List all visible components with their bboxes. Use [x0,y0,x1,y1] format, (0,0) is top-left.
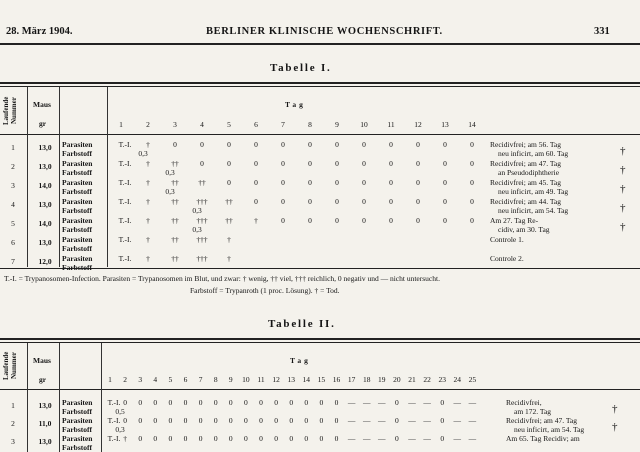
row-number: 4 [11,200,15,209]
parasite-value: ††† [196,235,208,244]
mouse-weight: 13,0 [38,238,52,247]
parasite-value: 0 [138,416,143,425]
row-note: am 172. Tag [514,407,552,416]
row-note: Recidivfrei; am 47. Tag [490,159,561,168]
parasite-value: T.-I. [118,216,132,225]
row-number: 3 [11,181,15,190]
row-note: an Pseudodiphtherie [498,168,560,177]
parasite-value: 0 [153,416,158,425]
day-header: 4 [153,375,158,384]
parasite-value: 0 [308,178,312,187]
table2-header-gr: gr [39,375,47,384]
parasite-value: 0 [389,197,393,206]
parasite-value: 0 [274,398,278,407]
day-header: 2 [146,120,150,129]
parasite-value: 0 [200,140,204,149]
label-farbstoff: Farbstoff [62,149,92,158]
day-header: 7 [281,120,285,129]
day-header: 24 [453,375,462,384]
parasite-value: 0 [304,398,309,407]
day-header: 22 [423,375,431,384]
parasite-value: 0 [416,178,420,187]
parasite-value: 0 [281,197,285,206]
label-parasiten: Parasiten [62,235,93,244]
parasite-value: 0 [319,416,324,425]
parasite-value: 0 [470,197,474,206]
label-farbstoff: Farbstoff [62,244,92,253]
table2-header-maus: Maus [33,356,51,365]
parasite-value: 0 [443,178,447,187]
parasite-value: 0 [138,398,143,407]
parasite-value: 0 [362,197,366,206]
row-number: 7 [11,257,15,266]
parasite-value: † [123,434,127,443]
parasite-value: 0 [362,159,366,168]
parasite-value: 0 [389,216,393,225]
row-note: Recidivfrei; am 45. Tag [490,178,561,187]
day-header: 14 [302,375,311,384]
label-farbstoff: Farbstoff [62,425,92,434]
parasite-value: 0 [395,398,399,407]
table2-top-rule-thin [0,342,640,343]
parasite-value: 0 [244,398,248,407]
parasite-value: † [146,254,150,263]
day-header: 25 [468,375,477,384]
parasite-value: T.-I. [107,434,121,443]
parasite-value: 0 [153,434,158,443]
parasite-value: T.-I. [118,254,132,263]
mouse-weight: 13,0 [38,143,52,152]
table1-header-maus: Maus [33,100,51,109]
parasite-value: T.-I. [107,398,121,407]
parasite-value: T.-I. [118,178,132,187]
day-header: 3 [173,120,177,129]
parasite-value: † [146,235,150,244]
label-parasiten: Parasiten [62,216,93,225]
parasite-value: 0 [416,140,420,149]
parasite-value: †† [171,159,179,168]
parasite-value: — [362,434,371,443]
parasite-value: 0 [198,434,203,443]
parasite-value: †† [225,216,233,225]
day-header: 11 [257,375,265,384]
label-parasiten: Parasiten [62,434,93,443]
row-note: neu inficirt, am 49. Tag [498,187,569,196]
row-number: 1 [11,401,15,410]
row-note: Controle 1. [490,235,524,244]
parasite-value: 0 [335,178,339,187]
death-cross: † [612,403,618,415]
label-parasiten: Parasiten [62,178,93,187]
parasite-value: 0 [281,178,285,187]
table1-col-line [59,87,60,267]
parasite-value: 0 [254,197,258,206]
parasite-value: 0 [228,416,233,425]
parasite-value: † [146,159,150,168]
table1-col-line [27,87,28,267]
day-header: 14 [468,120,476,129]
parasite-value: — [378,434,386,443]
table1-top-rule-thin [0,86,640,87]
row-note: Recidivfrei; am 56. Tag [490,140,561,149]
table1-col-line [107,87,108,267]
label-farbstoff: Farbstoff [62,187,92,196]
parasite-value: †† [171,197,179,206]
row-number: 3 [11,437,15,446]
parasite-value: 0 [389,140,393,149]
parasite-value: † [146,178,150,187]
parasite-value: 0 [334,416,339,425]
parasite-value: 0 [198,398,203,407]
parasite-value: 0 [416,216,420,225]
parasite-value: † [146,197,150,206]
day-header: 12 [414,120,422,129]
death-cross: † [620,183,626,195]
table2-header-rule [0,389,640,390]
parasite-value: 0 [470,216,474,225]
parasite-value: 0 [244,416,248,425]
parasite-value: 0 [254,159,258,168]
parasite-value: 0 [334,434,339,443]
parasite-value: 0 [304,416,309,425]
mouse-weight: 14,0 [38,181,52,190]
label-farbstoff: Farbstoff [62,443,92,452]
parasite-value: 0 [274,416,278,425]
parasite-value: 0 [335,216,339,225]
parasite-value: 0 [281,140,285,149]
parasite-value: † [227,254,231,263]
parasite-value: — [408,398,416,407]
row-number: 1 [11,143,15,152]
parasite-value: 0 [259,434,263,443]
day-header: 10 [360,120,368,129]
parasite-value: — [423,434,431,443]
row-number: 6 [11,238,15,247]
parasite-value: † [227,235,231,244]
parasite-value: — [423,398,431,407]
mouse-weight: 13,0 [38,401,52,410]
parasite-value: 0 [440,434,445,443]
day-header: 18 [362,375,371,384]
table1-header-gr: gr [39,119,47,128]
parasite-value: ††† [196,197,208,206]
label-parasiten: Parasiten [62,254,93,263]
parasite-value: 0 [319,398,324,407]
parasite-value: 0 [416,197,420,206]
dye-dose: 0,3 [192,206,202,215]
table2-header-nummer: Laufende Nummer [2,351,18,381]
day-header: 19 [378,375,386,384]
day-header: 7 [198,375,203,384]
parasite-value: † [254,216,258,225]
parasite-value: 0 [395,434,399,443]
row-note: neu inficirt, am 54. Tag [498,206,569,215]
parasite-value: 0 [443,216,447,225]
parasite-value: 0 [289,398,294,407]
parasite-value: †† [171,216,179,225]
parasite-value: 0 [335,140,339,149]
parasite-value: — [347,416,356,425]
row-note: neu inficirt, am 60. Tag [498,149,569,158]
parasite-value: 0 [227,159,231,168]
parasite-value: 0 [362,178,366,187]
parasite-value: 0 [254,178,258,187]
dye-dose: 0,3 [165,187,175,196]
table1-header-tag: Tag [285,100,306,109]
parasite-value: †† [198,178,206,187]
mouse-weight: 11,0 [38,419,52,428]
parasite-value: — [408,434,416,443]
label-parasiten: Parasiten [62,140,93,149]
parasite-value: — [347,434,356,443]
parasite-value: † [146,140,150,149]
parasite-value: — [468,416,477,425]
table2-top-rule [0,338,640,340]
parasite-value: — [468,398,477,407]
day-header: 1 [108,375,112,384]
parasite-value: 0 [259,398,263,407]
header-date: 28. März 1904. [6,26,73,37]
parasite-value: 0 [168,416,173,425]
day-header: 9 [228,375,233,384]
parasite-value: 0 [274,434,278,443]
row-number: 2 [11,419,15,428]
parasite-value: 0 [308,159,312,168]
parasite-value: 0 [470,178,474,187]
day-header: 5 [227,120,231,129]
label-farbstoff: Farbstoff [62,407,92,416]
parasite-value: †† [171,235,179,244]
parasite-value: — [378,398,386,407]
parasite-value: T.-I. [107,416,121,425]
row-note: Recidivfrei; am 44. Tag [490,197,561,206]
row-note: Am 27. Tag Re- [490,216,539,225]
mouse-weight: 14,0 [38,219,52,228]
row-number: 5 [11,219,15,228]
label-farbstoff: Farbstoff [62,263,92,272]
parasite-value: 0 [440,398,445,407]
parasite-value: 0 [304,434,309,443]
day-header: 13 [287,375,295,384]
parasite-value: 0 [443,159,447,168]
row-note: cidiv, am 30. Tag [498,225,550,234]
parasite-value: 0 [440,416,445,425]
day-header: 1 [119,120,123,129]
parasite-value: ††† [196,254,208,263]
parasite-value: 0 [183,434,188,443]
parasite-value: 0 [308,216,312,225]
table2-title: Tabelle II. [268,318,336,330]
parasite-value: T.-I. [118,235,132,244]
parasite-value: 0 [168,398,173,407]
dye-dose: 0,3 [165,168,175,177]
dye-dose: 0,3 [192,225,202,234]
day-header: 13 [441,120,449,129]
day-header: 10 [242,375,250,384]
parasite-value: — [453,434,462,443]
parasite-value: 0 [213,416,218,425]
day-header: 9 [335,120,339,129]
parasite-value: — [378,416,386,425]
table2-header-tag: Tag [290,356,311,365]
death-cross: † [612,421,618,433]
parasite-value: 0 [228,398,233,407]
day-header: 2 [123,375,127,384]
row-note: Am 65. Tag Recidiv; am [506,434,580,443]
parasite-value: 0 [227,140,231,149]
parasite-value: 0 [319,434,324,443]
table2-col-line [27,343,28,452]
parasite-value: †† [225,197,233,206]
parasite-value: 0 [123,398,127,407]
day-header: 8 [308,120,312,129]
day-header: 21 [408,375,416,384]
parasite-value: — [453,398,462,407]
table1-header-rule [0,134,640,135]
header-rule [0,43,640,45]
parasite-value: 0 [168,434,173,443]
parasite-value: 0 [227,178,231,187]
day-header: 23 [438,375,446,384]
label-parasiten: Parasiten [62,159,93,168]
parasite-value: 0 [213,398,218,407]
dye-dose: 0,3 [115,425,125,434]
parasite-value: — [362,416,371,425]
table1-top-rule [0,82,640,84]
day-header: 20 [393,375,401,384]
label-farbstoff: Farbstoff [62,168,92,177]
label-farbstoff: Farbstoff [62,206,92,215]
day-header: 3 [138,375,143,384]
death-cross: † [620,202,626,214]
day-header: 5 [168,375,173,384]
label-parasiten: Parasiten [62,416,93,425]
parasite-value: — [453,416,462,425]
parasite-value: 0 [335,197,339,206]
table1-title: Tabelle I. [270,62,332,74]
mouse-weight: 13,0 [38,437,52,446]
parasite-value: 0 [470,159,474,168]
mouse-weight: 12,0 [38,257,52,266]
table2-col-line [59,343,60,452]
parasite-value: 0 [470,140,474,149]
parasite-value: 0 [362,140,366,149]
day-header: 12 [272,375,280,384]
death-cross: † [620,145,626,157]
parasite-value: T.-I. [118,140,132,149]
day-header: 16 [332,375,341,384]
table1-header-nummer: Laufende Nummer [2,96,18,126]
header-page-number: 331 [594,26,610,37]
parasite-value: — [347,398,356,407]
parasite-value: 0 [213,434,218,443]
parasite-value: 0 [183,398,188,407]
table1-legend-line1: T.-I. = Trypanosomen-Infection. Parasiten = Trypanosomen im Blut, und zwar: † wenig, †† viel, ††† reichlich, 0 negativ und — nicht untersucht. [4,274,440,283]
label-parasiten: Parasiten [62,398,93,407]
parasite-value: — [362,398,371,407]
dye-dose: 0,5 [115,407,125,416]
mouse-weight: 13,0 [38,162,52,171]
parasite-value: 0 [335,159,339,168]
parasite-value: 0 [443,197,447,206]
row-number: 2 [11,162,15,171]
parasite-value: — [468,434,477,443]
parasite-value: — [408,416,416,425]
parasite-value: 0 [308,197,312,206]
parasite-value: T.-I. [118,159,132,168]
day-header: 6 [254,120,258,129]
parasite-value: † [146,216,150,225]
parasite-value: 0 [334,398,339,407]
day-header: 8 [213,375,218,384]
day-header: 4 [200,120,204,129]
parasite-value: 0 [200,159,204,168]
day-header: 11 [387,120,395,129]
parasite-value: 0 [173,140,177,149]
day-header: 17 [347,375,356,384]
parasite-value: 0 [389,178,393,187]
parasite-value: T.-I. [118,197,132,206]
header-journal: BERLINER KLINISCHE WOCHENSCHRIFT. [206,26,443,37]
parasite-value: 0 [183,416,188,425]
parasite-value: †† [171,178,179,187]
parasite-value: †† [171,254,179,263]
row-note: Controle 2. [490,254,524,263]
parasite-value: 0 [244,434,248,443]
parasite-value: 0 [308,140,312,149]
parasite-value: 0 [281,216,285,225]
parasite-value: 0 [281,159,285,168]
parasite-value: 0 [198,416,203,425]
label-parasiten: Parasiten [62,197,93,206]
parasite-value: 0 [153,398,158,407]
parasite-value: 0 [123,416,127,425]
row-note: Recidivfrei; am 47. Tag [506,416,577,425]
row-note: Recidivfrei, [506,398,542,407]
table1-bottom-rule [0,268,640,269]
row-note: neu inficirt, am 54. Tag [514,425,585,434]
parasite-value: 0 [362,216,366,225]
death-cross: † [620,221,626,233]
death-cross: † [620,164,626,176]
parasite-value: 0 [395,416,399,425]
table1-legend-line2: Farbstoff = Trypanroth (1 proc. Lösung). † = Tod. [190,286,340,295]
parasite-value: — [423,416,431,425]
mouse-weight: 13,0 [38,200,52,209]
parasite-value: 0 [289,416,294,425]
table2-col-line [101,343,102,452]
parasite-value: ††† [196,216,208,225]
dye-dose: 0,3 [138,149,148,158]
parasite-value: 0 [416,159,420,168]
parasite-value: 0 [443,140,447,149]
label-farbstoff: Farbstoff [62,225,92,234]
parasite-value: 0 [228,434,233,443]
day-header: 6 [183,375,188,384]
parasite-value: 0 [259,416,263,425]
parasite-value: 0 [389,159,393,168]
day-header: 15 [317,375,326,384]
parasite-value: 0 [138,434,143,443]
parasite-value: 0 [289,434,294,443]
parasite-value: 0 [254,140,258,149]
